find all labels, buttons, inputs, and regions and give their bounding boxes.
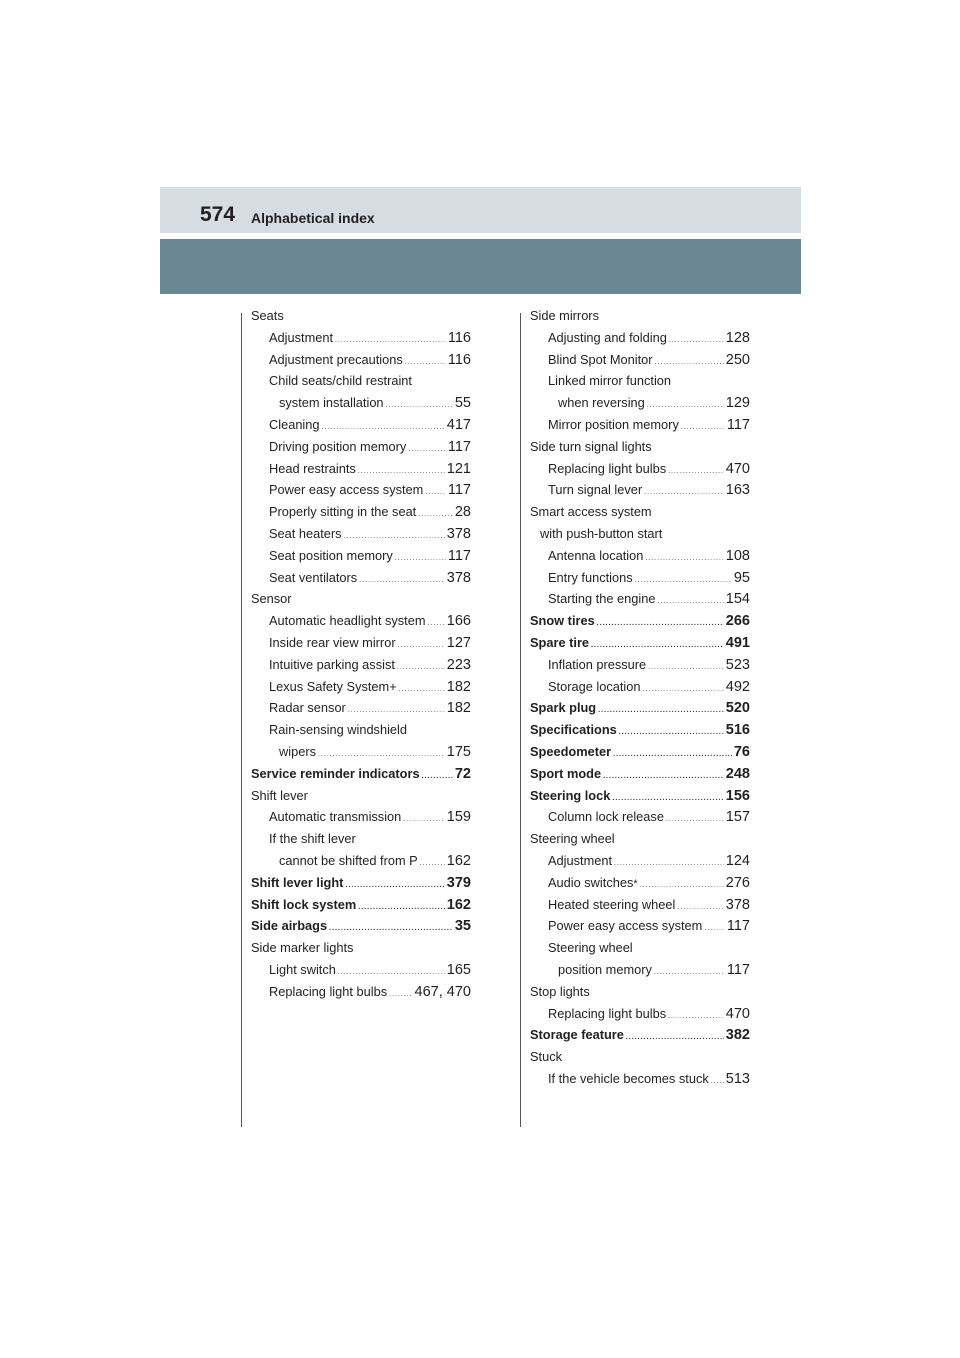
index-subentry xyxy=(530,959,750,981)
entry-label: Properly sitting in the seat xyxy=(269,504,417,520)
page-reference[interactable]: 162 xyxy=(446,852,471,869)
page-reference[interactable]: 159 xyxy=(446,809,471,826)
entry-label: Steering lock xyxy=(530,787,611,803)
index-entry xyxy=(530,719,750,741)
entry-label: Side turn signal lights xyxy=(530,438,652,454)
leader-dots xyxy=(645,548,723,570)
index-entry xyxy=(530,785,750,807)
index-entry xyxy=(251,894,471,916)
entry-label: when reversing xyxy=(558,395,645,411)
index-subentry xyxy=(530,349,750,371)
index-subentry xyxy=(530,654,750,676)
index-subentry xyxy=(530,545,750,567)
entry-label: Mirror position memory xyxy=(548,416,679,432)
index-entry xyxy=(251,872,471,894)
index-subentry xyxy=(530,370,750,392)
leader-dots xyxy=(681,417,725,439)
leader-dots xyxy=(420,853,445,875)
index-entry xyxy=(530,1024,750,1046)
entry-label: Adjustment xyxy=(548,852,613,868)
entry-label: Side mirrors xyxy=(530,308,599,323)
page-reference[interactable]: 116 xyxy=(447,351,471,368)
leader-dots xyxy=(668,461,724,483)
index-entry xyxy=(530,610,750,632)
index-entry xyxy=(530,763,750,785)
page-reference[interactable]: 467, 470 xyxy=(414,983,471,1000)
entry-label: Cleaning xyxy=(269,416,320,432)
page-reference[interactable]: 121 xyxy=(446,460,471,477)
entry-label: Column lock release xyxy=(548,809,664,825)
page-reference[interactable]: 520 xyxy=(725,700,750,717)
index-subentry xyxy=(251,654,471,676)
index-subentry xyxy=(251,349,471,371)
index-subentry xyxy=(530,588,750,610)
index-subentry xyxy=(530,894,750,916)
leader-dots xyxy=(711,1071,724,1093)
leader-dots xyxy=(408,439,446,461)
index-entry xyxy=(530,828,750,850)
entry-label: wipers xyxy=(279,743,316,759)
entry-label: Adjustment precautions xyxy=(269,351,403,367)
leader-dots xyxy=(619,722,724,744)
entry-label: Replacing light bulbs xyxy=(548,1005,667,1021)
entry-label: Seat ventilators xyxy=(269,569,358,585)
leader-dots xyxy=(359,570,445,592)
entry-label: Seat position memory xyxy=(269,547,393,563)
index-subentry xyxy=(530,327,750,349)
header-band xyxy=(160,239,801,294)
index-entry xyxy=(251,588,471,610)
entry-label: Seat heaters xyxy=(269,525,342,541)
index-entry xyxy=(530,697,750,719)
entry-label: Rain-sensing windshield xyxy=(269,722,407,738)
index-subentry xyxy=(251,414,471,436)
leader-dots xyxy=(398,635,445,657)
index-subentry xyxy=(251,436,471,458)
entry-label: Speedometer xyxy=(530,743,612,759)
page-reference[interactable]: 117 xyxy=(726,918,750,935)
entry-label: Turn signal lever xyxy=(548,482,643,498)
page-reference[interactable]: 117 xyxy=(726,961,750,978)
leader-dots xyxy=(668,1006,724,1028)
index-subentry xyxy=(251,676,471,698)
index-subentry xyxy=(251,392,471,414)
entry-label: Shift lever xyxy=(251,787,308,803)
entry-label: Steering wheel xyxy=(530,831,615,847)
page-number: 574 xyxy=(200,203,236,226)
page-reference[interactable]: 116 xyxy=(447,329,471,346)
entry-label: Spare tire xyxy=(530,634,590,650)
leader-dots xyxy=(644,482,724,504)
page-reference[interactable]: 72 xyxy=(454,765,471,782)
entry-label: Stuck xyxy=(530,1049,563,1065)
index-subentry xyxy=(251,567,471,589)
page-reference[interactable]: 124 xyxy=(725,852,750,869)
index-column-right xyxy=(530,305,750,1090)
entry-label: Antenna location xyxy=(548,547,644,563)
index-subentry xyxy=(251,806,471,828)
page-reference[interactable]: 163 xyxy=(725,482,750,499)
entry-label: with push-button start xyxy=(540,525,663,541)
entry-label: Sport mode xyxy=(530,765,602,781)
entry-label: Lexus Safety System+ xyxy=(269,678,397,694)
page-reference[interactable]: 470 xyxy=(725,460,750,477)
page-reference[interactable]: 378 xyxy=(446,525,471,542)
index-subentry xyxy=(251,327,471,349)
entry-label: Child seats/child restraint xyxy=(269,373,412,389)
leader-dots xyxy=(598,700,724,722)
leader-dots xyxy=(386,395,453,417)
index-entry xyxy=(530,981,750,1003)
page-reference[interactable]: 417 xyxy=(446,416,471,433)
entry-label: Power easy access system xyxy=(269,482,424,498)
index-entry xyxy=(251,785,471,807)
entry-label: Automatic transmission xyxy=(269,809,402,825)
index-subentry xyxy=(530,937,750,959)
page-reference[interactable]: 117 xyxy=(447,482,471,499)
entry-label: position memory xyxy=(558,961,652,977)
page-reference[interactable]: 76 xyxy=(733,743,750,760)
page-reference[interactable]: 523 xyxy=(725,656,750,673)
leader-dots xyxy=(603,766,724,788)
index-subentry xyxy=(251,523,471,545)
leader-dots xyxy=(657,591,723,613)
index-subentry xyxy=(251,850,471,872)
page-reference[interactable]: 379 xyxy=(446,874,471,891)
page-reference[interactable]: 55 xyxy=(454,395,471,412)
entry-label: If the shift lever xyxy=(269,831,356,847)
entry-label: Storage location xyxy=(548,678,641,694)
entry-label: Power easy access system xyxy=(548,918,703,934)
page-reference[interactable]: 491 xyxy=(725,634,750,651)
page-reference[interactable]: 165 xyxy=(446,961,471,978)
entry-label: Smart access system xyxy=(530,504,652,520)
entry-label: Storage feature xyxy=(530,1027,624,1043)
index-subentry xyxy=(251,981,471,1003)
entry-label: Linked mirror function xyxy=(548,373,672,389)
leader-dots xyxy=(597,613,724,635)
index-subentry xyxy=(530,850,750,872)
leader-dots xyxy=(427,613,444,635)
page-reference[interactable]: 248 xyxy=(725,765,750,782)
index-subentry xyxy=(530,458,750,480)
index-subentry xyxy=(530,806,750,828)
entry-label: Snow tires xyxy=(530,613,595,629)
leader-dots xyxy=(654,962,725,984)
leader-dots xyxy=(626,1027,724,1049)
page-reference[interactable]: 95 xyxy=(733,569,750,586)
index-subentry xyxy=(251,370,471,392)
page-reference[interactable]: 157 xyxy=(725,809,750,826)
leader-dots xyxy=(358,897,445,919)
index-entry xyxy=(251,937,471,959)
index-subentry xyxy=(251,479,471,501)
entry-label: Side airbags xyxy=(251,918,328,934)
leader-dots xyxy=(704,918,725,940)
page-reference[interactable]: 128 xyxy=(725,329,750,346)
index-subentry xyxy=(251,959,471,981)
index-subentry xyxy=(251,501,471,523)
entry-label: system installation xyxy=(279,395,384,411)
index-entry xyxy=(251,915,471,937)
entry-label: Replacing light bulbs xyxy=(269,983,388,999)
leader-dots xyxy=(425,482,446,504)
entry-label: Radar sensor xyxy=(269,700,346,716)
index-subentry xyxy=(251,610,471,632)
page-reference[interactable]: 250 xyxy=(725,351,750,368)
index-subentry xyxy=(530,872,750,894)
entry-label: Light switch xyxy=(269,961,336,977)
page-reference[interactable]: 182 xyxy=(446,678,471,695)
index-subentry xyxy=(530,1003,750,1025)
page-reference[interactable]: 35 xyxy=(454,918,471,935)
page-reference[interactable]: 162 xyxy=(446,896,471,913)
index-subentry xyxy=(530,1068,750,1090)
index-entry xyxy=(530,305,750,327)
index-entry xyxy=(251,763,471,785)
entry-label: Audio switches xyxy=(548,874,634,890)
entry-label: Replacing light bulbs xyxy=(548,460,667,476)
page-reference[interactable]: 378 xyxy=(446,569,471,586)
entry-label: Blind Spot Monitor xyxy=(548,351,653,367)
entry-label: Shift lever light xyxy=(251,874,344,890)
index-subentry xyxy=(251,458,471,480)
page-reference[interactable]: 470 xyxy=(725,1005,750,1022)
index-subentry xyxy=(251,828,471,850)
leader-dots xyxy=(422,766,453,788)
page-reference[interactable]: 492 xyxy=(725,678,750,695)
index-subentry xyxy=(251,545,471,567)
entry-label: Specifications xyxy=(530,722,617,738)
index-subentry xyxy=(530,567,750,589)
page-reference[interactable]: 382 xyxy=(725,1027,750,1044)
entry-label: Service reminder indicators xyxy=(251,765,420,781)
index-entry xyxy=(530,436,750,458)
index-entry xyxy=(530,741,750,763)
index-column-left xyxy=(251,305,471,1003)
index-entry xyxy=(251,305,471,327)
entry-label: Spark plug xyxy=(530,700,597,716)
leader-dots xyxy=(648,657,724,679)
entry-label: Entry functions xyxy=(548,569,633,585)
entry-label: Starting the engine xyxy=(548,591,656,607)
footnote-marker: * xyxy=(633,877,638,890)
entry-label: Heated steering wheel xyxy=(548,896,676,912)
entry-label: Head restraints xyxy=(269,460,356,476)
page-reference[interactable]: 182 xyxy=(446,700,471,717)
leader-dots xyxy=(666,809,724,831)
leader-dots xyxy=(399,679,445,701)
index-subentry xyxy=(530,479,750,501)
leader-dots xyxy=(642,679,723,701)
page-reference[interactable]: 156 xyxy=(725,787,750,804)
index-subentry xyxy=(251,697,471,719)
page-reference[interactable]: 117 xyxy=(447,438,471,455)
page-reference[interactable]: 166 xyxy=(446,613,471,630)
index-subentry xyxy=(530,414,750,436)
entry-label: Sensor xyxy=(251,591,292,607)
page-reference[interactable]: 513 xyxy=(725,1070,750,1087)
index-subentry xyxy=(530,915,750,937)
page-reference[interactable]: 154 xyxy=(725,591,750,608)
leader-dots xyxy=(395,548,446,570)
entry-label: Stop lights xyxy=(530,983,590,999)
leader-dots xyxy=(613,744,732,766)
page-reference[interactable]: 28 xyxy=(454,504,471,521)
entry-label: Side marker lights xyxy=(251,940,354,956)
index-entry xyxy=(530,501,750,523)
page-reference[interactable]: 127 xyxy=(446,634,471,651)
page-reference[interactable]: 117 xyxy=(447,547,471,564)
left-column-rule xyxy=(241,313,242,1127)
right-column-rule xyxy=(520,313,521,1127)
entry-label: Steering wheel xyxy=(548,940,633,956)
entry-label: Driving position memory xyxy=(269,438,407,454)
index-subentry xyxy=(251,741,471,763)
index-subentry xyxy=(530,676,750,698)
leader-dots xyxy=(403,809,445,831)
page-reference[interactable]: 129 xyxy=(725,395,750,412)
index-entry xyxy=(530,1046,750,1068)
entry-label: Inflation pressure xyxy=(548,656,647,672)
entry-label: Adjusting and folding xyxy=(548,329,667,345)
entry-label: Intuitive parking assist xyxy=(269,656,395,672)
leader-dots xyxy=(397,657,445,679)
page-reference[interactable]: 175 xyxy=(446,743,471,760)
page-reference[interactable]: 276 xyxy=(725,874,750,891)
index-subentry xyxy=(530,523,750,545)
index-subentry xyxy=(251,632,471,654)
entry-label: Adjustment xyxy=(269,329,334,345)
page-reference[interactable]: 516 xyxy=(725,722,750,739)
leader-dots xyxy=(418,504,453,526)
leader-dots xyxy=(669,330,724,352)
index-subentry xyxy=(530,392,750,414)
index-entry xyxy=(530,632,750,654)
entry-label: Automatic headlight system xyxy=(269,613,426,629)
entry-label: Inside rear view mirror xyxy=(269,634,396,650)
page-reference[interactable]: 266 xyxy=(725,613,750,630)
entry-label: Shift lock system xyxy=(251,896,357,912)
section-title: Alphabetical index xyxy=(251,210,375,226)
leader-dots xyxy=(389,984,412,1006)
page-reference[interactable]: 117 xyxy=(726,416,750,433)
entry-label: cannot be shifted from P xyxy=(279,852,418,868)
entry-label: If the vehicle becomes stuck xyxy=(548,1070,709,1086)
page-reference[interactable]: 108 xyxy=(725,547,750,564)
entry-label: Seats xyxy=(251,308,284,323)
page-reference[interactable]: 223 xyxy=(446,656,471,673)
index-subentry xyxy=(251,719,471,741)
leader-dots xyxy=(345,875,444,897)
page-reference[interactable]: 378 xyxy=(725,896,750,913)
